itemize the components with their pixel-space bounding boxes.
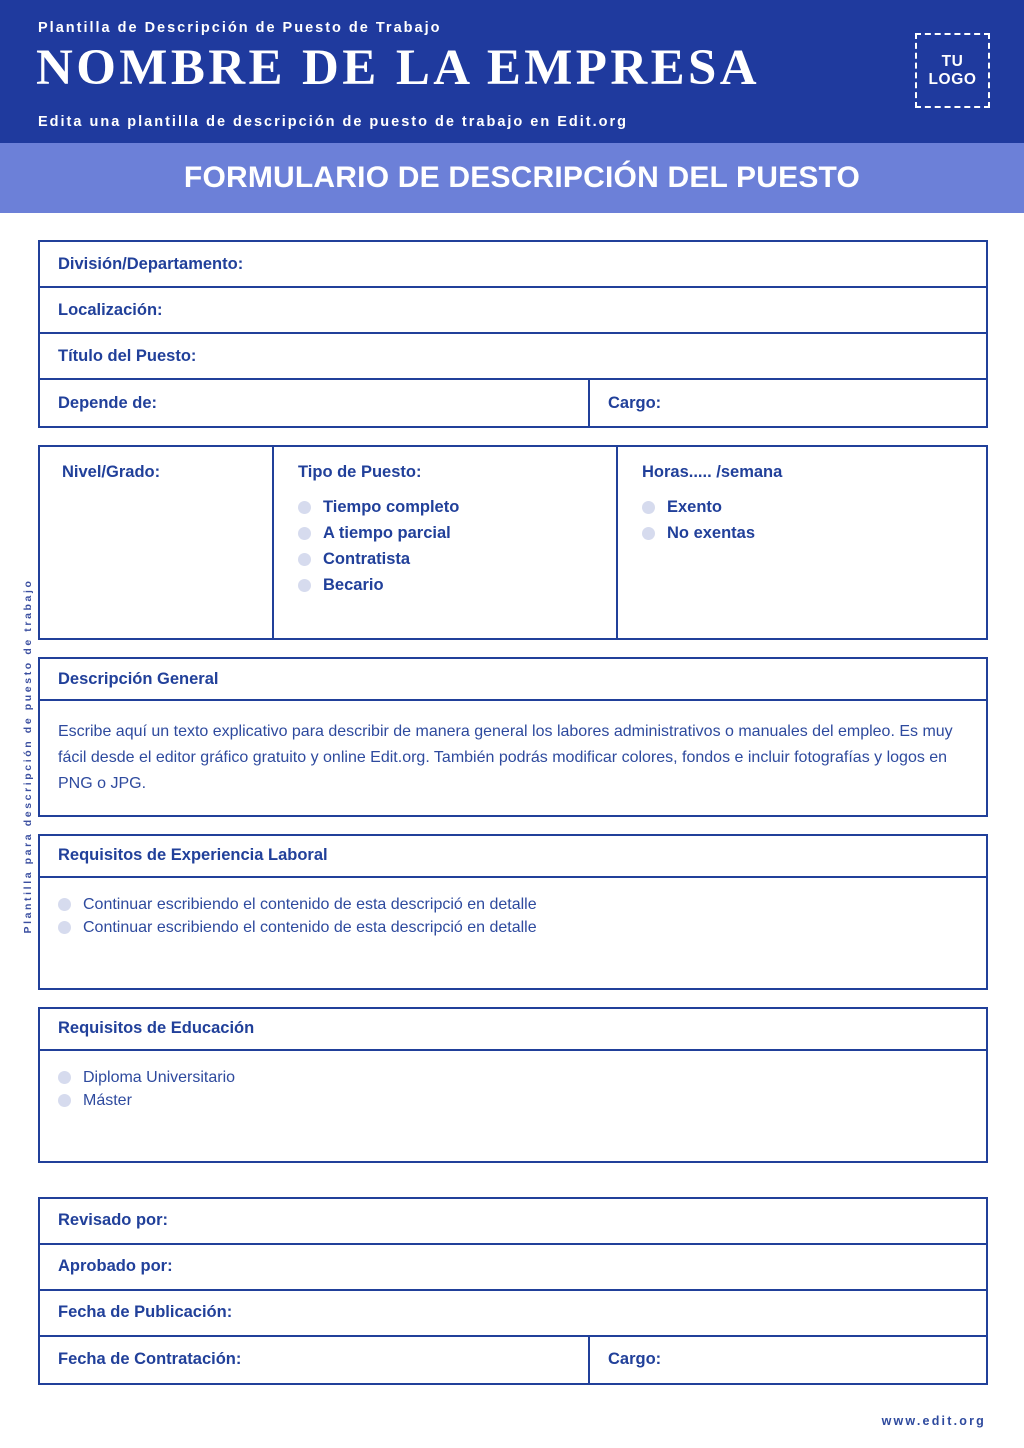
checkbox-circle-icon[interactable] bbox=[642, 527, 655, 540]
approved-by-cell[interactable] bbox=[40, 1245, 986, 1289]
general-description-title: Descripción General bbox=[58, 669, 219, 688]
bullet-circle-icon bbox=[58, 921, 71, 934]
logo-line-1: TU bbox=[941, 53, 964, 71]
general-description-text: Escribe aquí un texto explicativo para describir de manera general los labores administrativos o manuales del empleo. Es muy fácil desde el editor gráfico gratuito y online Edit.org. También podrás modificar colores, fondos e incluir fotografías y logos en PNG o JPG. bbox=[58, 723, 953, 792]
form-area bbox=[38, 240, 988, 1385]
job-type-option-label: Becario bbox=[323, 576, 384, 594]
bullet-circle-icon bbox=[58, 898, 71, 911]
education-requirements-header bbox=[40, 1009, 986, 1051]
general-description-header bbox=[40, 659, 986, 701]
logo-placeholder[interactable] bbox=[915, 33, 990, 108]
publish-date-cell[interactable] bbox=[40, 1291, 986, 1335]
field-row-location[interactable] bbox=[40, 288, 986, 334]
division-cell[interactable] bbox=[40, 242, 986, 286]
hours-option[interactable] bbox=[642, 498, 986, 517]
list-item-label: Diploma Universitario bbox=[83, 1068, 236, 1086]
hours-options bbox=[642, 498, 986, 543]
field-row-publish-date[interactable] bbox=[40, 1291, 986, 1337]
field-row-hire-date[interactable] bbox=[40, 1337, 986, 1383]
hours-option-label: Exento bbox=[667, 498, 723, 516]
education-requirements-list bbox=[58, 1069, 968, 1110]
list-item[interactable] bbox=[58, 1092, 968, 1110]
education-requirements-title: Requisitos de Educación bbox=[58, 1019, 255, 1038]
experience-requirements-title: Requisitos de Experiencia Laboral bbox=[58, 846, 328, 865]
field-row-job-title[interactable] bbox=[40, 334, 986, 380]
list-item[interactable] bbox=[58, 1069, 968, 1087]
job-title-cell[interactable] bbox=[40, 334, 986, 378]
list-item[interactable] bbox=[58, 919, 968, 937]
job-title-label: Título del Puesto: bbox=[58, 346, 197, 365]
division-label: División/Departamento: bbox=[58, 254, 244, 273]
hours-column bbox=[618, 447, 986, 638]
job-type-option-label: A tiempo parcial bbox=[323, 524, 451, 542]
reports-to-cell[interactable] bbox=[40, 380, 590, 426]
education-requirements-body[interactable] bbox=[40, 1051, 986, 1161]
field-row-division[interactable] bbox=[40, 242, 986, 288]
classification-block bbox=[38, 445, 988, 640]
hours-option[interactable] bbox=[642, 524, 986, 543]
education-requirements-block bbox=[38, 1007, 988, 1163]
checkbox-circle-icon[interactable] bbox=[298, 553, 311, 566]
list-item-label: Continuar escribiendo el contenido de esta descripció en detalle bbox=[83, 918, 537, 936]
level-label: Nivel/Grado: bbox=[62, 463, 161, 481]
field-row-approved-by[interactable] bbox=[40, 1245, 986, 1291]
bullet-circle-icon bbox=[58, 1094, 71, 1107]
job-type-label: Tipo de Puesto: bbox=[298, 463, 422, 481]
job-type-column bbox=[274, 447, 618, 638]
hire-position-cell[interactable] bbox=[590, 1337, 986, 1383]
field-row-reviewed-by[interactable] bbox=[40, 1199, 986, 1245]
job-type-option-label: Tiempo completo bbox=[323, 498, 460, 516]
checkbox-circle-icon[interactable] bbox=[298, 527, 311, 540]
experience-requirements-body[interactable] bbox=[40, 878, 986, 988]
location-cell[interactable] bbox=[40, 288, 986, 332]
job-type-option-label: Contratista bbox=[323, 550, 411, 568]
hours-option-label: No exentas bbox=[667, 524, 756, 542]
identity-block bbox=[38, 240, 988, 428]
checkbox-circle-icon[interactable] bbox=[298, 579, 311, 592]
vertical-side-label: Plantilla para descripción de puesto de trabajo bbox=[22, 578, 34, 934]
hire-date-label: Fecha de Contratación: bbox=[58, 1350, 242, 1369]
checkbox-circle-icon[interactable] bbox=[642, 501, 655, 514]
experience-requirements-list bbox=[58, 896, 968, 937]
header-subtitle: Edita una plantilla de descripción de puesto de trabajo en Edit.org bbox=[38, 114, 629, 130]
hire-position-label: Cargo: bbox=[608, 1350, 662, 1369]
reports-to-position-label: Cargo: bbox=[608, 393, 662, 412]
general-description-body[interactable] bbox=[40, 701, 986, 815]
form-banner bbox=[0, 143, 1024, 213]
list-item-label: Continuar escribiendo el contenido de esta descripció en detalle bbox=[83, 895, 537, 913]
job-type-option[interactable] bbox=[298, 576, 616, 595]
list-item-label: Máster bbox=[83, 1091, 132, 1109]
hours-label: Horas..... /semana bbox=[642, 463, 783, 481]
general-description-block bbox=[38, 657, 988, 817]
bullet-circle-icon bbox=[58, 1071, 71, 1084]
hire-date-cell[interactable] bbox=[40, 1337, 590, 1383]
page-header bbox=[0, 0, 1024, 143]
publish-date-label: Fecha de Publicación: bbox=[58, 1303, 233, 1322]
reports-to-position-cell[interactable] bbox=[590, 380, 986, 426]
experience-requirements-header bbox=[40, 836, 986, 878]
reports-to-label: Depende de: bbox=[58, 393, 158, 412]
approved-by-label: Aprobado por: bbox=[58, 1257, 173, 1276]
reviewed-by-cell[interactable] bbox=[40, 1199, 986, 1243]
logo-line-2: LOGO bbox=[928, 70, 977, 88]
form-title: FORMULARIO DE DESCRIPCIÓN DEL PUESTO bbox=[183, 161, 861, 194]
level-column[interactable] bbox=[40, 447, 274, 638]
checkbox-circle-icon[interactable] bbox=[298, 501, 311, 514]
signoff-block bbox=[38, 1197, 988, 1385]
header-eyebrow: Plantilla de Descripción de Puesto de Trabajo bbox=[38, 20, 442, 36]
job-type-options bbox=[298, 498, 616, 595]
company-name: NOMBRE DE LA EMPRESA bbox=[36, 40, 760, 96]
list-item[interactable] bbox=[58, 896, 968, 914]
job-type-option[interactable] bbox=[298, 524, 616, 543]
footer-url[interactable]: www.edit.org bbox=[881, 1414, 986, 1428]
field-row-reports-to[interactable] bbox=[40, 380, 986, 426]
job-type-option[interactable] bbox=[298, 498, 616, 517]
job-type-option[interactable] bbox=[298, 550, 616, 569]
location-label: Localización: bbox=[58, 300, 163, 319]
reviewed-by-label: Revisado por: bbox=[58, 1211, 169, 1230]
experience-requirements-block bbox=[38, 834, 988, 990]
